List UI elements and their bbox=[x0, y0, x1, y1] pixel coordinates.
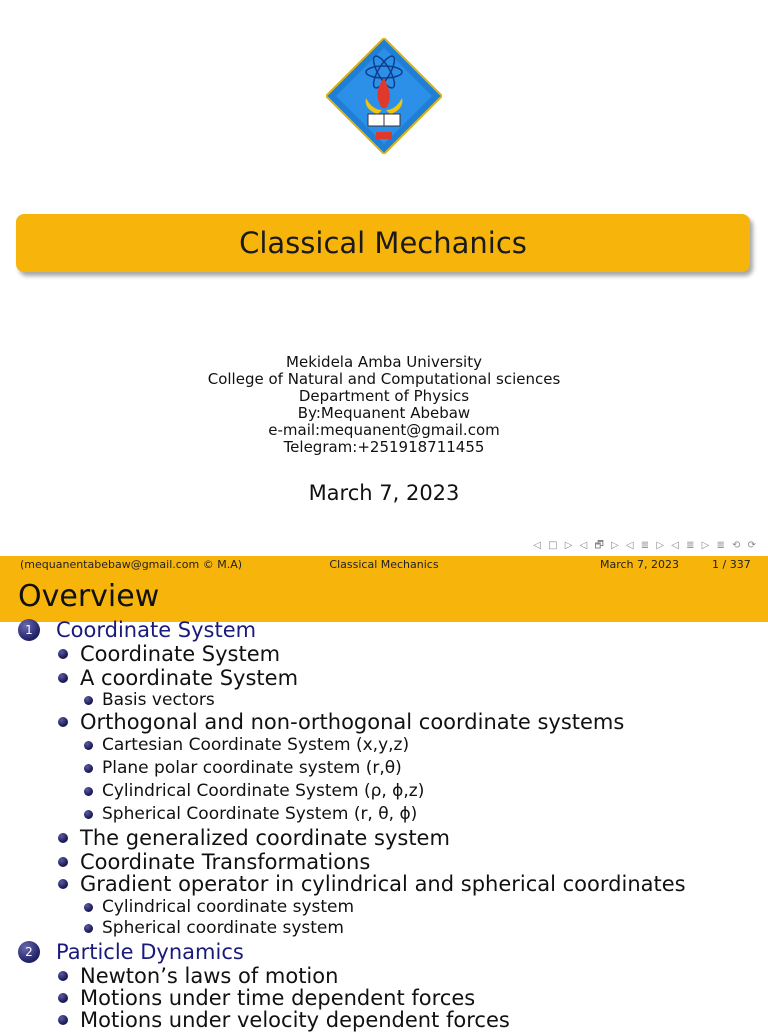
section-label: Particle Dynamics bbox=[56, 940, 244, 964]
toc-subitem-label: Spherical Coordinate System (r, θ, ϕ) bbox=[102, 804, 418, 824]
author-block bbox=[0, 354, 768, 456]
bullet-icon bbox=[58, 673, 68, 683]
toc-item[interactable] bbox=[58, 710, 624, 734]
toc-subitem[interactable] bbox=[84, 897, 354, 917]
toc-item-label: Newton’s laws of motion bbox=[80, 964, 339, 988]
toc-subitem[interactable] bbox=[84, 804, 417, 824]
toc-subitem-label: Spherical coordinate system bbox=[102, 918, 344, 938]
toc-subitem[interactable] bbox=[84, 781, 424, 801]
bullet-icon bbox=[58, 833, 68, 843]
bullet-icon bbox=[84, 787, 93, 796]
footer-author: (mequanentabebaw@gmail.com © M.A) bbox=[20, 558, 243, 571]
author-line: College of Natural and Computational sciences bbox=[207, 370, 561, 388]
bullet-icon bbox=[58, 649, 68, 659]
toc-subitem[interactable] bbox=[84, 758, 402, 778]
toc-item[interactable] bbox=[58, 826, 450, 850]
bullet-icon bbox=[84, 741, 93, 750]
author-line: Telegram:+251918711455 bbox=[283, 438, 485, 456]
bullet-icon bbox=[58, 971, 68, 981]
title-banner bbox=[16, 214, 750, 272]
toc-subitem-label: Cartesian Coordinate System (x,y,z) bbox=[102, 735, 410, 755]
toc-item-label: The generalized coordinate system bbox=[80, 826, 450, 850]
bullet-icon bbox=[84, 764, 93, 773]
section-label: Coordinate System bbox=[56, 618, 257, 642]
section-number-badge: 2 bbox=[18, 941, 40, 963]
bullet-icon bbox=[58, 993, 68, 1003]
toc-item[interactable] bbox=[58, 1008, 510, 1032]
university-logo-icon bbox=[326, 38, 442, 154]
bullet-icon bbox=[84, 924, 93, 933]
toc-subitem[interactable] bbox=[84, 918, 344, 938]
bullet-icon bbox=[58, 879, 68, 889]
toc-subitem-label: Basis vectors bbox=[102, 690, 215, 710]
bullet-icon bbox=[58, 857, 68, 867]
author-line: By:Mequanent Abebaw bbox=[297, 404, 471, 422]
toc-item-label: Orthogonal and non-orthogonal coordinate systems bbox=[80, 710, 625, 734]
presentation-date: March 7, 2023 bbox=[308, 481, 460, 505]
toc-item[interactable] bbox=[58, 872, 686, 896]
toc-item-label: Motions under time dependent forces bbox=[80, 986, 476, 1010]
toc-section-1[interactable] bbox=[18, 618, 256, 642]
footer-page-number: 1 / 337 bbox=[712, 558, 751, 571]
bullet-icon bbox=[84, 810, 93, 819]
section-number-badge: 1 bbox=[18, 619, 40, 641]
toc-subitem[interactable] bbox=[84, 735, 409, 755]
overview-title: Overview bbox=[18, 579, 160, 614]
footer-date: March 7, 2023 bbox=[600, 558, 680, 571]
toc-subitem-label: Cylindrical Coordinate System (ρ, ϕ,z) bbox=[102, 781, 425, 801]
bullet-icon bbox=[84, 903, 93, 912]
author-line: e-mail:mequanent@gmail.com bbox=[268, 421, 500, 439]
beamer-navigation-icons[interactable]: ◁ □ ▷ ◁ 🗗 ▷ ◁ ≣ ▷ ◁ ≣ ▷ ≣ ⟲ ⟳ bbox=[533, 540, 758, 551]
presentation-title: Classical Mechanics bbox=[239, 226, 527, 260]
toc-subitem-label: Cylindrical coordinate system bbox=[102, 897, 355, 917]
toc-item-label: Motions under velocity dependent forces bbox=[80, 1008, 510, 1032]
toc-item-label: A coordinate System bbox=[80, 666, 299, 690]
toc-item-label: Gradient operator in cylindrical and spherical coordinates bbox=[80, 872, 686, 896]
toc-item[interactable] bbox=[58, 986, 475, 1010]
slide-footer bbox=[0, 556, 768, 575]
toc-item[interactable] bbox=[58, 964, 338, 988]
toc-item[interactable] bbox=[58, 850, 370, 874]
toc-item-label: Coordinate System bbox=[80, 642, 281, 666]
bullet-icon bbox=[58, 717, 68, 727]
toc-item-label: Coordinate Transformations bbox=[80, 850, 371, 874]
author-line: Mekidela Amba University bbox=[286, 353, 482, 371]
toc-subitem[interactable] bbox=[84, 690, 215, 710]
bullet-icon bbox=[84, 696, 93, 705]
author-line: Department of Physics bbox=[298, 387, 470, 405]
toc-subitem-label: Plane polar coordinate system (r,θ) bbox=[102, 758, 402, 778]
toc-item[interactable] bbox=[58, 642, 280, 666]
footer-title: Classical Mechanics bbox=[329, 558, 439, 571]
toc-section-2[interactable] bbox=[18, 940, 244, 964]
toc-item[interactable] bbox=[58, 666, 298, 690]
overview-header bbox=[0, 575, 768, 622]
